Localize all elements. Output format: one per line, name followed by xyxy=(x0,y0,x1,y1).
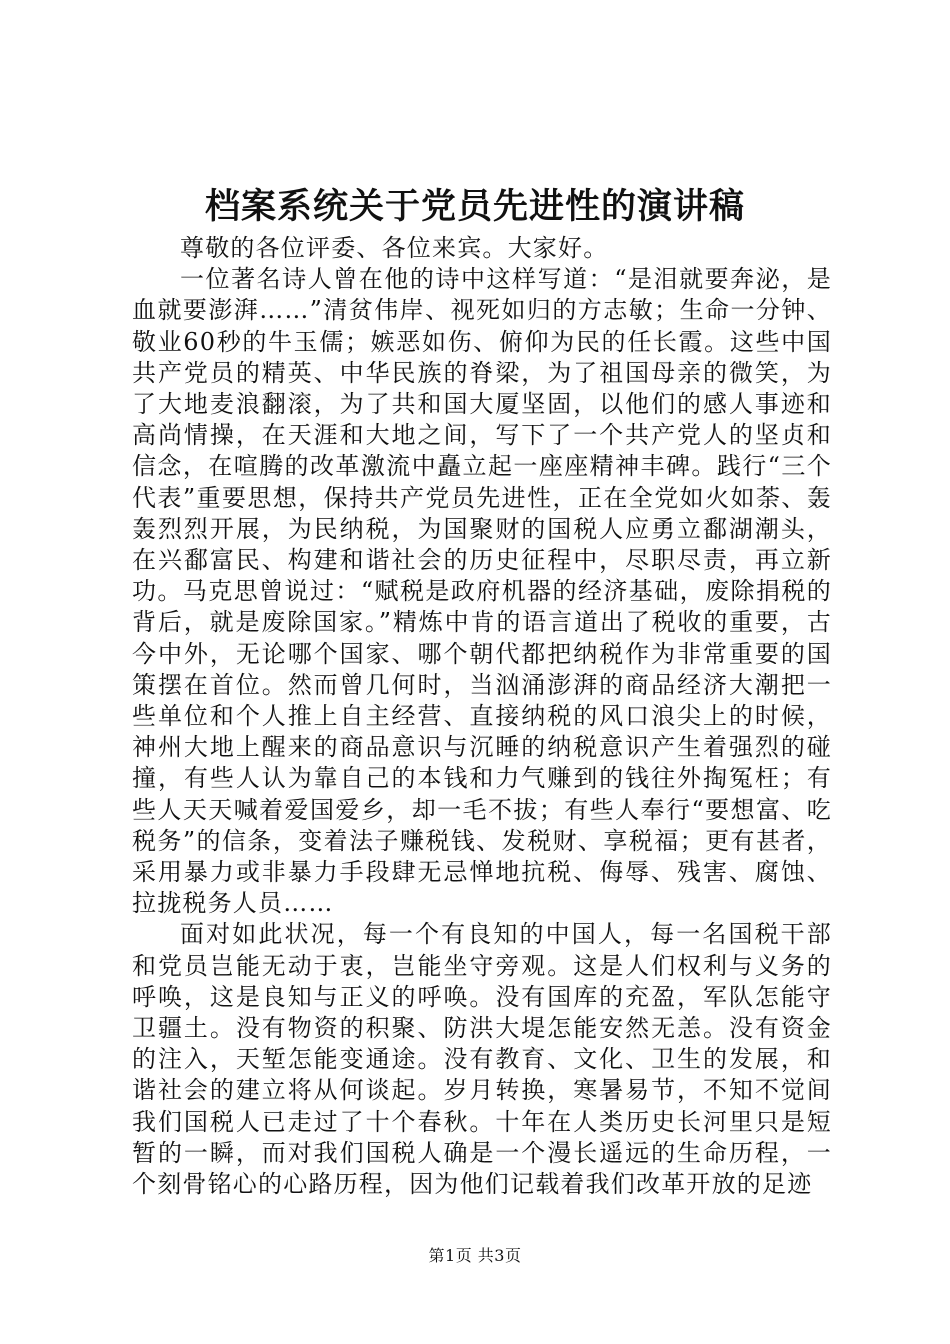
page-footer: 第1页 共3页 xyxy=(428,1246,522,1265)
document-title: 档案系统关于党员先进性的演讲稿 xyxy=(204,186,745,227)
paragraph-continuation: 面对如此状况，每一个有良知的中国人，每一名国税干部和党员岂能无动于衷，岂能坐守旁观。这是人们权利与义务的呼唤，这是良知与正义的呼唤。没有国库的充盈，军队怎能守卫疆土。没有物资的积聚、防洪大堤怎能安然无恙。没有资金的注入，天堑怎能变通途。没有教育、文化、卫生的发展，和谐社会的建立将从何谈起。岁月转换，寒暑易节，不知不觉间我们国税人已走过了十个春秋。十年在人类历史长河里只是短暂的一瞬，而对我们国税人确是一个漫长遥远的生命历程，一个刻骨铭心的心路历程，因为他们记载着我们改革开放的足迹 xyxy=(132,920,832,1199)
document-body xyxy=(132,233,832,1200)
paragraph-greeting: 尊敬的各位评委、各位来宾。大家好。 xyxy=(180,234,609,262)
paragraph-main: 一位著名诗人曾在他的诗中这样写道：“是泪就要奔泌，是血就要澎湃……”清贫伟岸、视死如归的方志敏；生命一分钟、敬业60秒的牛玉儒；嫉恶如伤、俯仰为民的任长霞。这些中国共产党员的精英、中华民族的脊梁，为了祖国母亲的微笑，为了大地麦浪翻滚，为了共和国大厦坚固，以他们的感人事迹和高尚情操，在天涯和大地之间，写下了一个共产党人的坚贞和信念，在喧腾的改革激流中矗立起一座座精神丰碑。践行“三个代表”重要思想，保持共产党员先进性，正在全党如火如荼、轰轰烈烈开展，为民纳税，为国聚财的国税人应勇立鄱湖潮头，在兴鄱富民、构建和谐社会的历史征程中，尽职尽责，再立新功。马克思曾说过：“赋税是政府机器的经济基础，废除捐税的背后，就是废除国家。”精炼中肯的语言道出了税收的重要，古今中外，无论哪个国家、哪个朝代都把纳税作为非常重要的国策摆在首位。然而曾几何时，当汹涌澎湃的商品经济大潮把一些单位和个人推上自主经营、直接纳税的风口浪尖上的时候，神州大地上醒来的商品意识与沉睡的纳税意识产生着强烈的碰撞，有些人认为靠自己的本钱和力气赚到的钱往外掏冤枉；有些人天天喊着爱国爱乡，却一毛不拔；有些人奉行“要想富、吃税务”的信条，变着法子赚税钱、发税财、享税福；更有甚者，采用暴力或非暴力手段肆无忌惮地抗税、侮辱、残害、腐蚀、拉拢税务人员…… xyxy=(132,265,832,918)
